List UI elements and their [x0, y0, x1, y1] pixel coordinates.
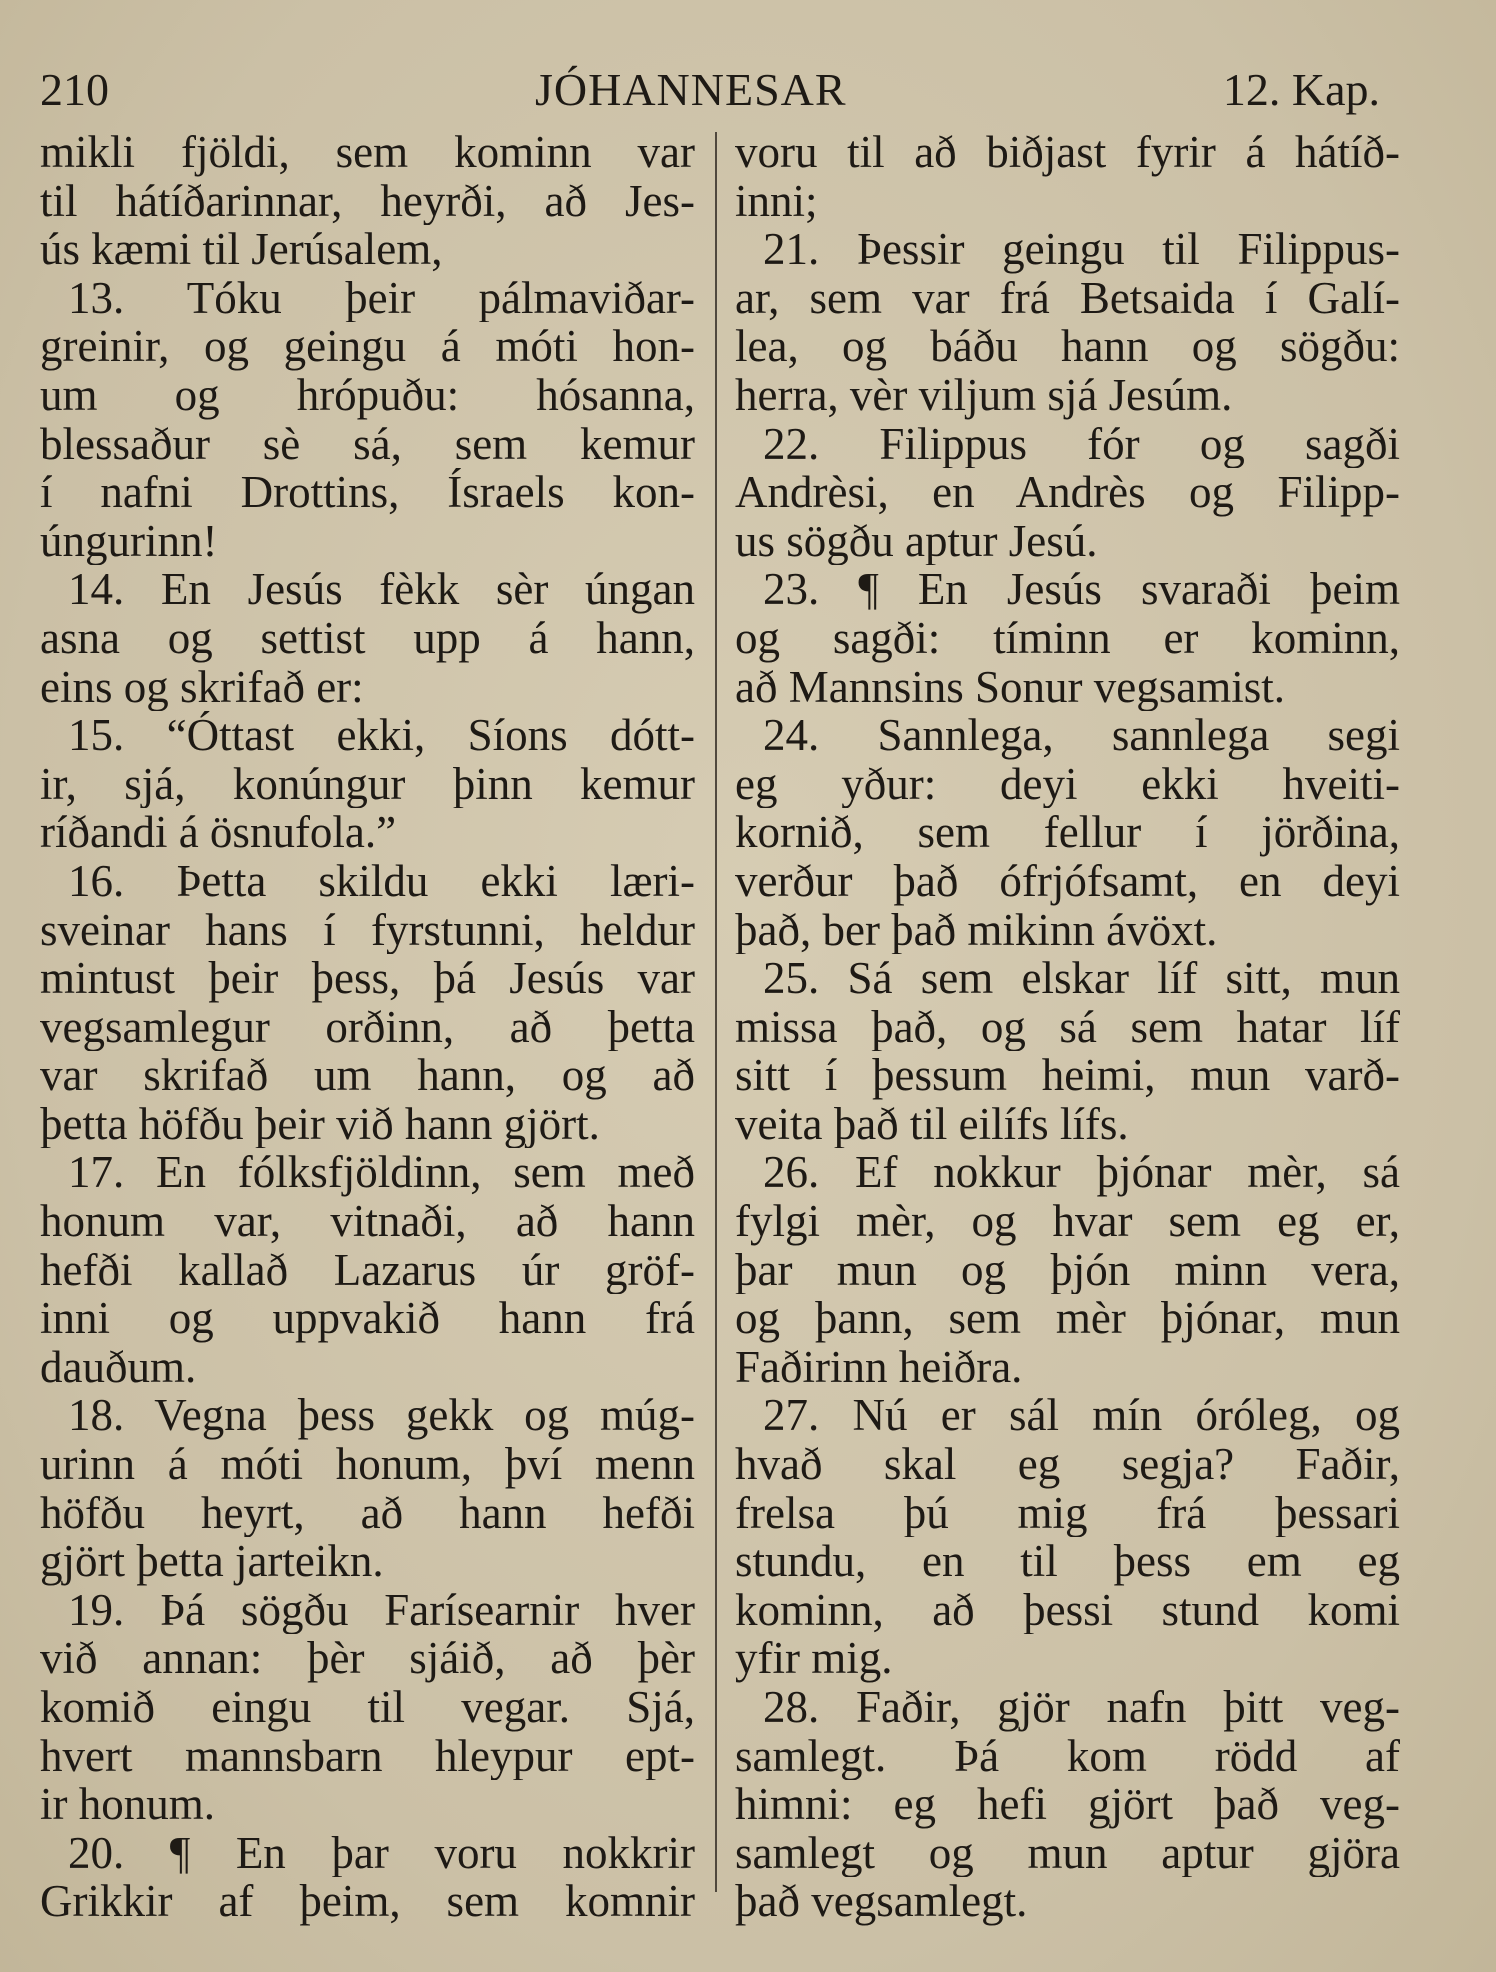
text-line: asna og settist upp á hann,	[40, 613, 695, 663]
text-line: 15. “Óttast ekki, Síons dótt-	[68, 711, 695, 760]
text-line: honum var, vitnaði, að hann	[40, 1197, 695, 1246]
text-line: kornið, sem fellur í jörðina,	[735, 808, 1400, 857]
text-line: ar, sem var frá Betsaida í Galí-	[735, 273, 1400, 323]
right-text-column	[735, 128, 1400, 1926]
text-line: það vegsamlegt.	[735, 1877, 1028, 1926]
text-line: ús kæmi til Jerúsalem,	[40, 225, 443, 274]
text-line: veita það til eilífs lífs.	[735, 1099, 1129, 1149]
text-line: eg yður: deyi ekki hveiti-	[735, 759, 1400, 809]
text-line: himni: eg hefi gjört það veg-	[735, 1780, 1400, 1829]
running-head	[40, 62, 1380, 118]
text-line: höfðu heyrt, að hann hefði	[40, 1488, 695, 1538]
text-line: ir, sjá, konúngur þinn kemur	[40, 759, 695, 809]
text-line: 23. ¶ En Jesús svaraði þeim	[763, 565, 1400, 614]
text-line: sitt í þessum heimi, mun varð-	[735, 1051, 1400, 1100]
text-line: 21. Þessir geingu til Filippus-	[763, 225, 1400, 274]
text-line: ir honum.	[40, 1780, 215, 1829]
text-line: ríðandi á ösnufola.”	[40, 808, 397, 857]
text-line: missa það, og sá sem hatar líf	[735, 1002, 1400, 1052]
text-line: samlegt og mun aptur gjöra	[735, 1828, 1400, 1878]
text-line: komið eingu til vegar. Sjá,	[40, 1683, 695, 1732]
text-line: 22. Filippus fór og sagði	[763, 419, 1400, 469]
text-line: 17. En fólksfjöldinn, sem með	[68, 1148, 695, 1198]
text-line: urinn á móti honum, því menn	[40, 1440, 695, 1489]
text-line: blessaður sè sá, sem kemur	[40, 419, 695, 469]
text-line: kominn, að þessi stund komi	[735, 1585, 1400, 1635]
text-line: hefði kallað Lazarus úr gröf-	[40, 1245, 695, 1295]
text-line: mintust þeir þess, þá Jesús var	[40, 954, 695, 1003]
text-line: Grikkir af þeim, sem komnir	[40, 1877, 695, 1926]
text-line: eins og skrifað er:	[40, 662, 364, 712]
text-line: inni;	[735, 176, 818, 226]
chapter-label: 12. Kap.	[1222, 64, 1380, 115]
text-line: inni og uppvakið hann frá	[40, 1294, 695, 1343]
text-line: yfir mig.	[735, 1634, 893, 1683]
text-line: 16. Þetta skildu ekki læri-	[68, 856, 695, 906]
text-line: Andrèsi, en Andrès og Filipp-	[735, 468, 1400, 517]
text-line: að Mannsins Sonur vegsamist.	[735, 662, 1285, 712]
text-line: lea, og báðu hann og sögðu:	[735, 322, 1400, 371]
text-line: herra, vèr viljum sjá Jesúm.	[735, 370, 1233, 420]
text-line: úngurinn!	[40, 516, 218, 566]
text-line: gjört þetta jarteikn.	[40, 1537, 384, 1586]
text-line: 19. Þá sögðu Farísearnir hver	[68, 1585, 695, 1635]
left-text-column	[40, 128, 695, 1926]
text-line: þetta höfðu þeir við hann gjört.	[40, 1099, 600, 1149]
column-divider	[715, 132, 717, 1892]
text-line: dauðum.	[40, 1342, 197, 1392]
text-line: um og hrópuðu: hósanna,	[40, 370, 695, 420]
text-line: og þann, sem mèr þjónar, mun	[735, 1294, 1400, 1343]
text-line: og sagði: tíminn er kominn,	[735, 613, 1400, 663]
text-line: hvað skal eg segja? Faðir,	[735, 1440, 1400, 1489]
text-line: 14. En Jesús fèkk sèr úngan	[68, 565, 695, 614]
text-line: Faðirinn heiðra.	[735, 1342, 1023, 1392]
text-line: fylgi mèr, og hvar sem eg er,	[735, 1197, 1400, 1246]
text-line: voru til að biðjast fyrir á hátíð-	[735, 128, 1400, 177]
text-line: 28. Faðir, gjör nafn þitt veg-	[763, 1683, 1400, 1732]
text-line: þar mun og þjón minn vera,	[735, 1245, 1400, 1295]
text-line: í nafni Drottins, Ísraels kon-	[40, 468, 695, 517]
text-line: það, ber það mikinn ávöxt.	[735, 905, 1218, 955]
text-line: us sögðu aptur Jesú.	[735, 516, 1098, 566]
text-line: mikli fjöldi, sem kominn var	[40, 128, 695, 177]
text-line: 25. Sá sem elskar líf sitt, mun	[763, 954, 1400, 1003]
text-line: 18. Vegna þess gekk og múg-	[68, 1391, 695, 1441]
text-line: 20. ¶ En þar voru nokkrir	[68, 1828, 695, 1878]
text-line: vegsamlegur orðinn, að þetta	[40, 1002, 695, 1052]
text-line: 26. Ef nokkur þjónar mèr, sá	[763, 1148, 1400, 1198]
page-number: 210	[40, 64, 109, 115]
text-line: stundu, en til þess em eg	[735, 1537, 1400, 1586]
text-line: sveinar hans í fyrstunni, heldur	[40, 905, 695, 955]
text-line: samlegt. Þá kom rödd af	[735, 1731, 1400, 1781]
text-line: greinir, og geingu á móti hon-	[40, 322, 695, 371]
text-line: frelsa þú mig frá þessari	[735, 1488, 1400, 1538]
text-line: 27. Nú er sál mín óróleg, og	[763, 1391, 1400, 1441]
text-line: við annan: þèr sjáið, að þèr	[40, 1634, 695, 1683]
book-title: JÓHANNESAR	[535, 64, 847, 115]
text-line: verður það ófrjófsamt, en deyi	[735, 856, 1400, 906]
text-line: 13. Tóku þeir pálmaviðar-	[68, 273, 695, 323]
text-line: hvert mannsbarn hleypur ept-	[40, 1731, 695, 1781]
text-line: til hátíðarinnar, heyrði, að Jes-	[40, 176, 695, 226]
text-line: 24. Sannlega, sannlega segi	[763, 711, 1400, 760]
text-line: var skrifað um hann, og að	[40, 1051, 695, 1100]
